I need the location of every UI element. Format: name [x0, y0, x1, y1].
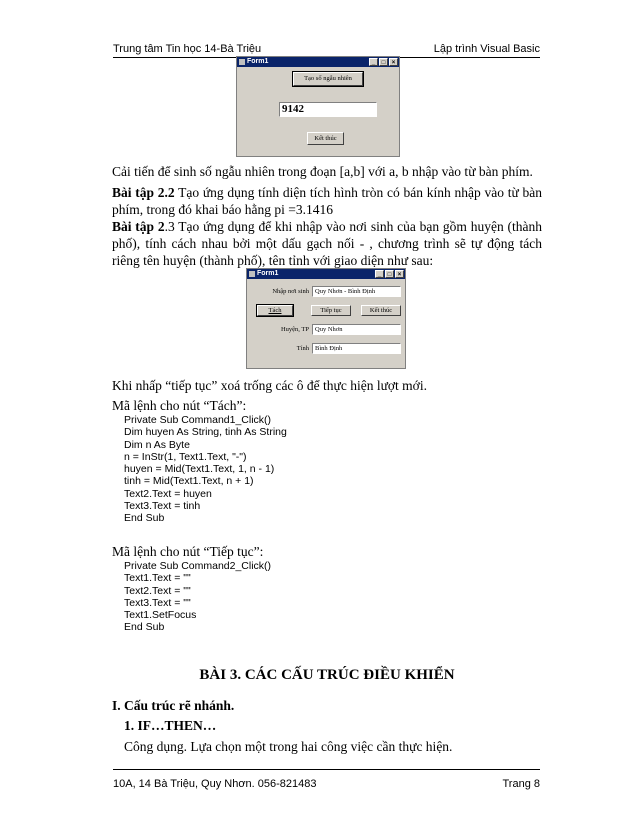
form2-title: Form1 — [257, 270, 279, 277]
district-output[interactable]: Quy Nhơn — [312, 324, 401, 335]
form2-titlebar — [247, 269, 405, 279]
exit-button[interactable]: Kết thúc — [307, 132, 344, 145]
code-line: huyen = Mid(Text1.Text, 1, n - 1) — [124, 463, 275, 476]
exercise-2-3 — [112, 218, 542, 269]
footer-page-number: Trang 8 — [502, 778, 540, 790]
chapter-title: BÀI 3. CÁC CẤU TRÚC ĐIỀU KHIỂN — [199, 667, 455, 683]
exercise-2-3-label: Bài tập 2 — [112, 219, 165, 234]
form1-titlebar — [237, 57, 399, 67]
form1-title: Form1 — [247, 58, 269, 65]
code1-title: Mã lệnh cho nút “Tách”: — [112, 398, 247, 413]
exercise-2-2-label: Bài tập 2.2 — [112, 185, 175, 200]
close-button[interactable]: × — [395, 270, 404, 278]
split-button[interactable]: Tách — [257, 305, 293, 316]
code-line: Text3.Text = tinh — [124, 500, 201, 513]
code-line: Private Sub Command1_Click() — [124, 414, 272, 426]
paragraph-continue: Khi nhấp “tiếp tục” xoá trống các ô để thực hiện lượt mới. — [112, 378, 427, 393]
province-output[interactable]: Bình Định — [312, 343, 401, 354]
code-line: Text2.Text = huyen — [124, 487, 212, 500]
code-line: Text2.Text = "" — [124, 584, 191, 597]
maximize-button[interactable]: □ — [379, 58, 388, 66]
code-line: Text1.SetFocus — [124, 609, 197, 622]
code-line: n = InStr(1, Text1.Text, "-") — [124, 450, 247, 463]
code-line: Text1.Text = "" — [124, 572, 191, 585]
district-label: Huyện, TP — [280, 326, 309, 333]
form1-window — [236, 56, 400, 157]
code-block-split — [124, 414, 287, 525]
code-line: tinh = Mid(Text1.Text, n + 1) — [124, 475, 254, 488]
continue-button[interactable]: Tiếp tục — [311, 305, 351, 316]
exercise-2-3-text: Tạo ứng dụng để khi nhập vào nơi sinh của bạn gồm huyện (thành phố), tính cách nhau bởi một dấu gạch nối - , chương trình sẽ tự động tách riêng tên huyện (thành phố), tên tỉnh với giao diện như sau: — [112, 219, 543, 268]
footer-divider — [113, 769, 540, 770]
section-heading: I. Cấu trúc rẽ nhánh. — [112, 698, 235, 713]
minimize-button[interactable]: _ — [375, 270, 384, 278]
code-block-continue — [124, 560, 271, 634]
header-left: Trung tâm Tin học 14-Bà Triệu — [113, 43, 262, 55]
random-number-field[interactable]: 9142 — [279, 102, 377, 117]
exercise-2-2 — [112, 184, 542, 218]
finish-button[interactable]: Kết thúc — [361, 305, 401, 316]
code-line: End Sub — [124, 512, 165, 525]
code-line: Private Sub Command2_Click() — [124, 560, 272, 572]
form2-window — [246, 268, 406, 369]
exercise-2-2-text: Tạo ứng dụng tính diện tích hình tròn có bán kính nhập vào từ bàn phím, trong đó khai báo hằng pi =3.1416 — [112, 185, 542, 217]
footer-left: 10A, 14 Bà Triệu, Quy Nhơn. 056-821483 — [113, 778, 317, 790]
maximize-button[interactable]: □ — [385, 270, 394, 278]
random-number-button[interactable]: Tạo số ngẫu nhiên — [293, 72, 363, 86]
subsection-heading: 1. IF…THEN… — [124, 718, 217, 733]
birthplace-label: Nhập nơi sinh — [272, 288, 309, 295]
minimize-button[interactable]: _ — [369, 58, 378, 66]
code-line: Dim n As Byte — [124, 438, 190, 451]
paragraph-improve: Cải tiến để sinh số ngẫu nhiên trong đoạn [a,b] với a, b nhập vào từ bàn phím. — [112, 164, 533, 179]
code-line: Dim huyen As String, tinh As String — [124, 426, 287, 439]
header-right: Lập trình Visual Basic — [433, 43, 540, 55]
province-label: Tỉnh — [296, 345, 309, 352]
form-icon — [249, 271, 255, 277]
form-icon — [239, 59, 245, 65]
birthplace-input[interactable]: Quy Nhơn - Bình Định — [312, 286, 401, 297]
close-button[interactable]: × — [389, 58, 398, 66]
code-line: Text3.Text = "" — [124, 596, 191, 609]
code-line: End Sub — [124, 621, 165, 634]
exercise-2-3-label-suffix: .3 — [164, 219, 175, 234]
paragraph-usage: Công dụng. Lựa chọn một trong hai công việc cần thực hiện. — [124, 739, 453, 754]
code2-title: Mã lệnh cho nút “Tiếp tục”: — [112, 544, 264, 559]
